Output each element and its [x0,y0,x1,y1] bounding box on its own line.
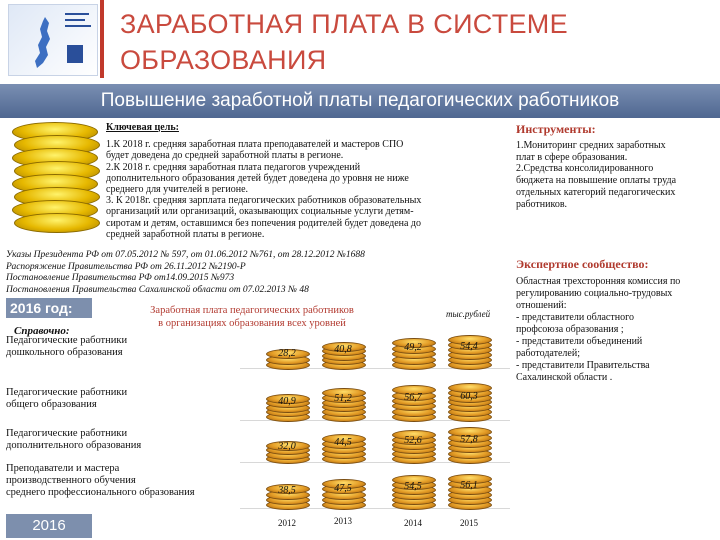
expert-text: Областная трехсторонняя комиссия по регулированию социально-трудовых отношений: - представители областного профсоюза образования ; - представители объединений работодателей; - представители Правительства Сахалинской области . [516,276,681,383]
subtitle-banner [0,84,720,118]
title-accent-bar [100,0,104,78]
chart-value-label: 40,8 [334,344,352,355]
chart-value-label: 44,5 [334,437,352,448]
chart-value-label: 40,9 [278,396,296,407]
chart-value-label: 32,0 [278,441,296,452]
subtitle-text: Повышение заработной платы педагогических работников [100,90,620,111]
reference-label: Справочно: [14,325,70,337]
key-goal-text: 1.К 2018 г. средняя заработная плата преподавателей и мастеров СПО будет доведена до средней заработной платы в регионе. 2.К 2018 г. средняя заработная плата педагогов учреждений дополнительного образования детей будет доведена до уровня не ниже среднего для учителей в регионе. 3. К 2018г. средняя зарплата педагогических работников образовательных организаций или организаций, оказывающих социальные услуги детям- сиротам и детям, оставшимся без попечения родителей будет доведена до средней заработной платы в регионе. [106,139,422,240]
chart-row-label: Педагогические работники дошкольного образования [6,335,128,358]
expert-title: Экспертное сообщество: [516,257,649,271]
year-badge: 2016 год: [6,298,92,318]
chart-row-label: Педагогические работники общего образования [6,387,128,410]
key-goal-title: Ключевая цель: [106,122,179,133]
chart-x-tick-label: 2014 [404,518,422,528]
sakhalin-map-icon [23,15,63,70]
chart-x-tick-label: 2013 [334,516,352,526]
chart-x-tick-label: 2015 [460,518,478,528]
chart-value-label: 49,2 [404,342,422,353]
footer-year: 2016 [6,514,92,538]
chart-value-label: 51,2 [334,393,352,404]
page-title: ЗАРАБОТНАЯ ПЛАТА В СИСТЕМЕ ОБРАЗОВАНИЯ [120,9,568,75]
chart-value-label: 47,5 [334,483,352,494]
chart-value-label: 54,5 [404,481,422,492]
chart-value-label: 54,4 [460,341,478,352]
expert-community-block [516,258,716,384]
chart-value-label: 60,3 [460,391,478,402]
chart-row-label: Педагогические работники дополнительного образования [6,428,142,451]
tools-text: 1.Мониторинг средних заработных плат в сфере образования. 2.Средства консолидированного бюджета на повышение оплаты труда отдельных категорий педагогических работников. [516,139,677,210]
chart-value-label: 38,5 [278,485,296,496]
chart-value-label: 52,6 [404,435,422,446]
chart-value-label: 56,1 [460,480,478,491]
chart-title: Заработная плата педагогических работников в организациях образования всех уровней [150,305,354,329]
chart-x-tick-label: 2012 [278,518,296,528]
tools-title: Инструменты: [516,122,596,136]
chart-value-label: 28,2 [278,348,296,359]
coin-icon [14,213,100,233]
chart-row-label: Преподаватели и мастера производственного обучения среднего профессионального образования [6,463,195,498]
chart-unit: тыс.рублей [446,309,491,319]
chart-value-label: 57,8 [460,434,478,445]
decrees-list: Указы Президента РФ от 07.05.2012 № 597, от 01.06.2012 №761, от 28.12.2012 №1688 Распоряжение Правительства РФ от 26.11.2012 №2190-Р Постановление Правительства РФ от14.09.2015 №973 Постановления Правительства Сахалинской области от 07.02.2013 № 48 [6,250,365,295]
chart-value-label: 56,7 [404,392,422,403]
ministry-logo [8,4,98,76]
tools-block [516,124,716,211]
emblem-icon [67,45,83,63]
key-goal-block [106,122,506,240]
coin-stack-icon [10,122,100,242]
